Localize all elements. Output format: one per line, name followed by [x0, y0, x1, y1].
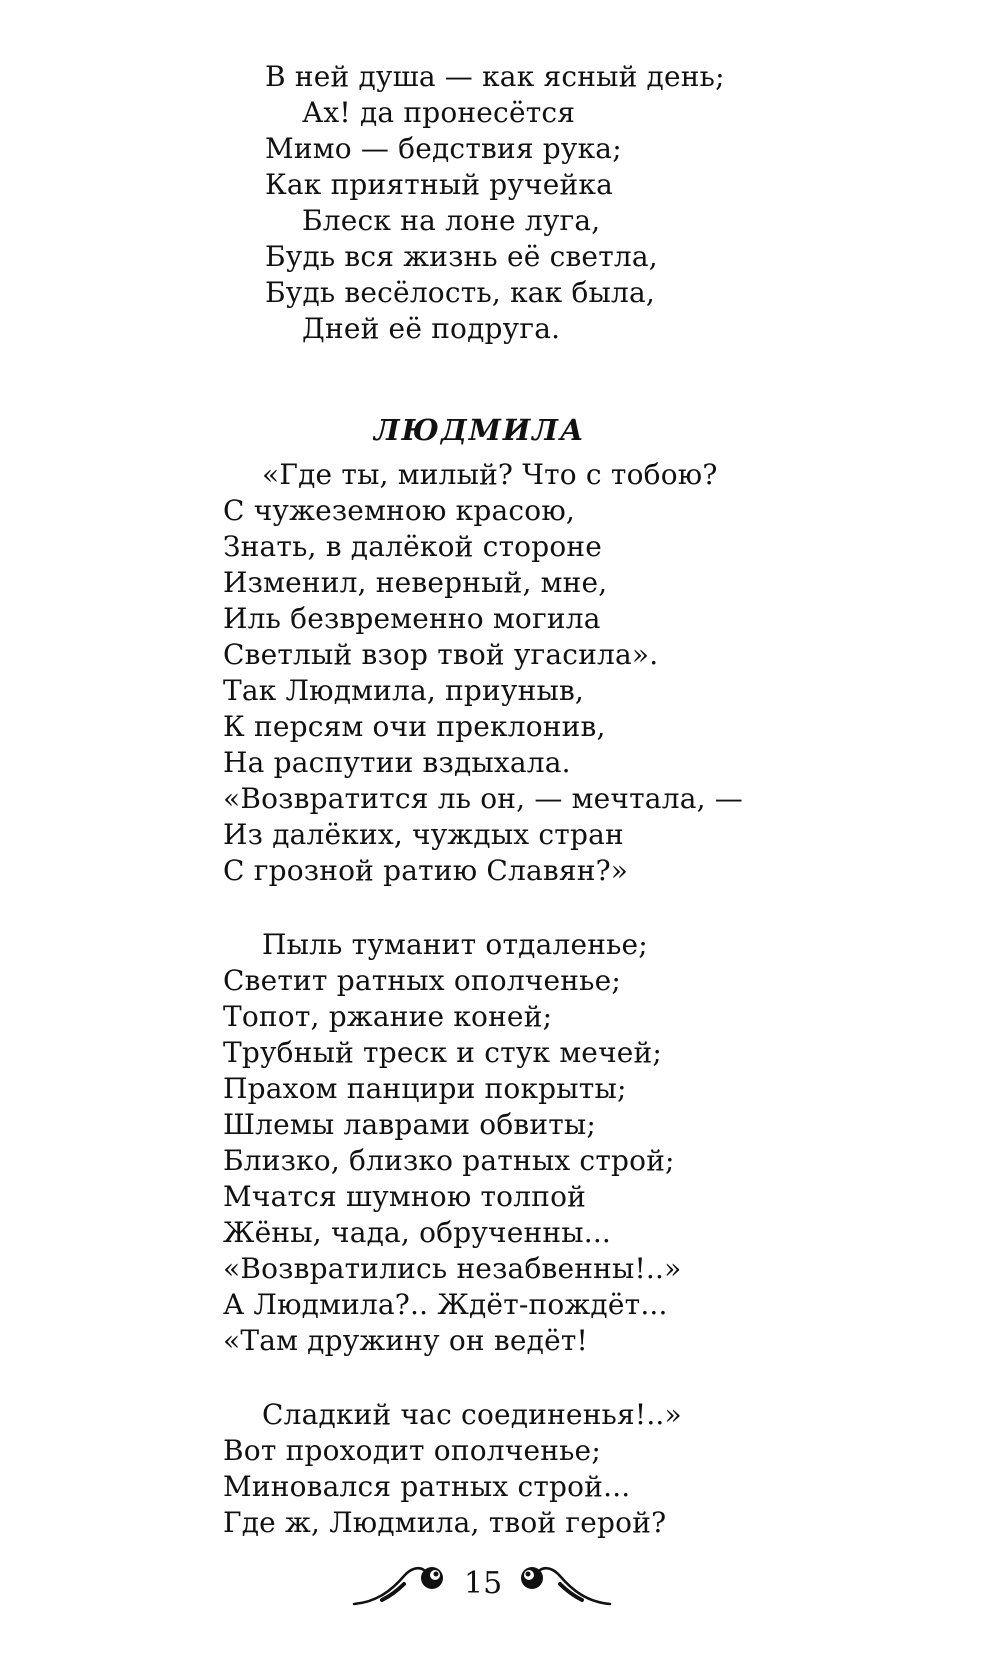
page-number: 15	[464, 1566, 503, 1601]
poem-title: ЛЮДМИЛА	[374, 413, 586, 447]
verse-line: Трубный треск и стук мечей;	[223, 1036, 663, 1069]
verse-line: Знать, в далёкой стороне	[223, 530, 603, 563]
verse-line: Дней её подруга.	[302, 312, 561, 345]
verse-line: С чужеземною красою,	[223, 494, 575, 527]
verse-line: Светит ратных ополченье;	[223, 964, 622, 997]
swirl-ornament-icon	[352, 1560, 452, 1610]
verse-line: «Там дружину он ведёт!	[223, 1324, 588, 1357]
verse-line: Сладкий час соединенья!..»	[262, 1398, 682, 1431]
swirl-ornament-icon	[512, 1560, 612, 1610]
verse-line: С грозной ратию Славян?»	[223, 854, 629, 887]
page-footer	[352, 1560, 612, 1610]
verse-line: На распутии вздыхала.	[223, 746, 571, 779]
verse-line: Пыль туманит отдаленье;	[262, 928, 648, 961]
verse-line: Где ж, Людмила, твой герой?	[223, 1506, 667, 1539]
verse-line: Жёны, чада, обрученны...	[223, 1216, 612, 1249]
verse-line: К персям очи преклонив,	[223, 710, 606, 743]
verse-line: Будь вся жизнь её светла,	[265, 240, 658, 273]
verse-line: Вот проходит ополченье;	[223, 1434, 601, 1467]
verse-line: Как приятный ручейка	[265, 168, 614, 201]
verse-line: Шлемы лаврами обвиты;	[223, 1108, 597, 1141]
verse-line: Прахом панцири покрыты;	[223, 1072, 627, 1105]
verse-line: Близко, близко ратных строй;	[223, 1144, 675, 1177]
verse-line: «Возвратились незабвенны!..»	[223, 1252, 682, 1285]
verse-line: Мимо — бедствия рука;	[265, 132, 622, 165]
verse-line: Иль безвременно могила	[223, 602, 601, 635]
verse-line: «Возвратится ль он, — мечтала, —	[223, 782, 743, 815]
verse-line: Топот, ржание коней;	[223, 1000, 553, 1033]
verse-line: Будь весёлость, как была,	[265, 276, 655, 309]
verse-line: Ах! да пронесётся	[302, 96, 576, 129]
verse-line: Изменил, неверный, мне,	[223, 566, 608, 599]
verse-line: В ней душа — как ясный день;	[265, 60, 725, 93]
verse-line: Миновался ратных строй...	[223, 1470, 631, 1503]
verse-line: Так Людмила, приуныв,	[223, 674, 585, 707]
verse-line: Из далёких, чуждых стран	[223, 818, 624, 851]
verse-line: «Где ты, милый? Что с тобою?	[262, 458, 718, 491]
verse-line: Светлый взор твой угасила».	[223, 638, 659, 671]
verse-line: Блеск на лоне луга,	[302, 204, 601, 237]
verse-line: Мчатся шумною толпой	[223, 1180, 587, 1213]
verse-line: А Людмила?.. Ждёт-пождёт...	[223, 1288, 668, 1321]
